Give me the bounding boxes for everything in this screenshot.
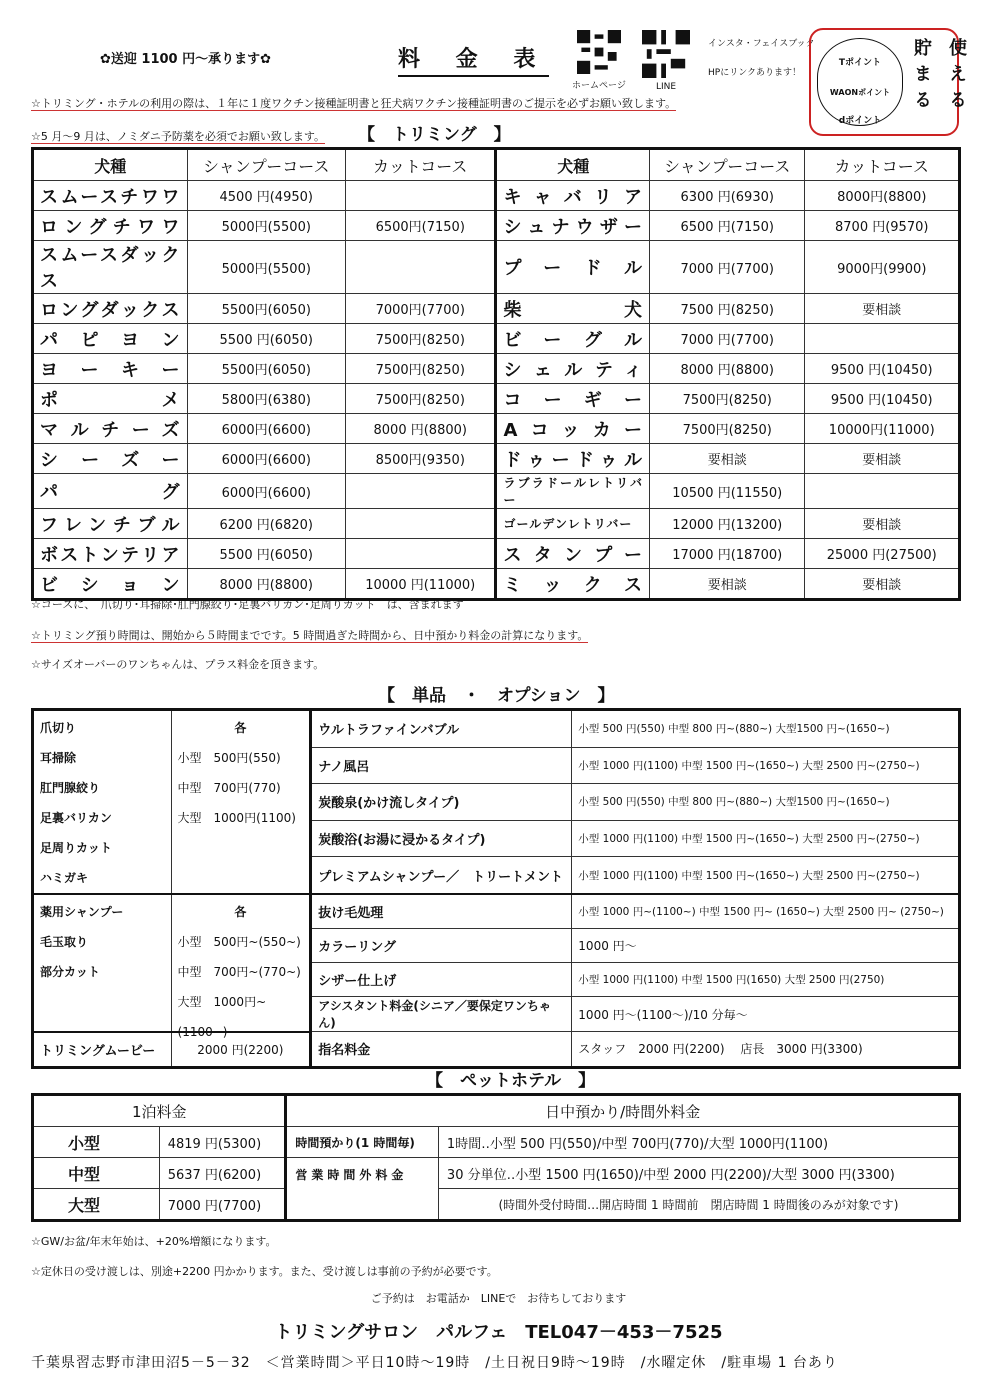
list-item: 足裏バリカン: [40, 811, 112, 825]
shampoo-price: 5000円(5500): [187, 241, 346, 294]
option-price: 小型 1000 円(1100) 中型 1500 円~(1650~) 大型 2500 円~(2750~): [572, 857, 960, 894]
breed-name: マルチーズ: [33, 414, 188, 444]
breed-name: スムースダックス: [33, 241, 188, 294]
cut-price: 要相談: [805, 444, 960, 474]
shampoo-price: 7000 円(7700): [649, 241, 805, 294]
qr-code-icon: [577, 30, 621, 74]
breed-name: ロングダックス: [33, 294, 188, 324]
option-price: 小型 500 円(550) 中型 800 円~(880~) 大型1500 円~(1650~): [572, 784, 960, 821]
cut-price: [346, 241, 496, 294]
cut-price: [346, 539, 496, 569]
cut-price: 7500円(8250): [346, 324, 496, 354]
size-price: 大型 1000円(1100): [177, 811, 296, 825]
trimming-heading: 【 トリミング 】: [358, 125, 511, 145]
column-header: 1泊料金: [33, 1095, 286, 1127]
shampoo-price: 5500円(6050): [187, 294, 346, 324]
table-row: [33, 181, 960, 211]
table-header-row: [33, 149, 960, 181]
option-name: アシスタント料金(シニア／要保定ワンちゃん): [311, 997, 572, 1032]
shampoo-price: 6000円(6600): [187, 444, 346, 474]
option-name: 炭酸泉(かけ流しタイプ): [311, 784, 572, 821]
list-item: ハミガキ: [40, 871, 89, 885]
point-item: Tポイント: [838, 58, 882, 68]
shampoo-price: 12000 円(13200): [649, 509, 805, 539]
column-header: 日中預かり/時間外料金: [286, 1095, 960, 1127]
pickup-notice: ✿送迎 1100 円～承ります✿: [100, 52, 272, 67]
cut-price: 6500円(7150): [346, 211, 496, 241]
shampoo-price: 6000円(6600): [187, 414, 346, 444]
cut-price: 7500円(8250): [346, 354, 496, 384]
shampoo-price: 6300 円(6930): [649, 181, 805, 211]
breed-name: フレンチブル: [33, 509, 188, 539]
option-name: 抜け毛処理: [311, 894, 572, 929]
daycare-price: 1時間‥小型 500 円(550)/中型 700円(770)/大型 1000円(1100): [438, 1127, 959, 1158]
shampoo-price: 7500 円(8250): [649, 294, 805, 324]
option-name: ナノ風呂: [311, 747, 572, 784]
table-row: [33, 384, 960, 414]
cut-price: 8700 円(9570): [805, 211, 960, 241]
breed-name: ラブラドールレトリバー: [496, 474, 649, 509]
column-header: 犬種: [496, 149, 649, 181]
list-item: 足周りカット: [40, 841, 112, 855]
cut-price: [346, 181, 496, 211]
list-item: 毛玉取り: [40, 935, 89, 949]
hotel-price: 4819 円(5300): [159, 1127, 286, 1158]
table-row: [33, 444, 960, 474]
shampoo-price: 5500 円(6050): [187, 539, 346, 569]
cut-price: [805, 324, 960, 354]
each-label: 各: [234, 905, 247, 919]
sns-note: [708, 30, 815, 88]
column-header: シャンプーコース: [187, 149, 346, 181]
care-items: [33, 894, 172, 1032]
qr-line[interactable]: [640, 30, 692, 92]
hotel-size: 小型: [33, 1127, 160, 1158]
cut-price: [346, 509, 496, 539]
breed-name: ゴールデンレトリバー: [496, 509, 649, 539]
shampoo-price: 要相談: [649, 444, 805, 474]
list-item: 爪切り: [40, 721, 77, 735]
cut-price: 要相談: [805, 569, 960, 600]
column-header: シャンプーコース: [649, 149, 805, 181]
breed-name: スムースチワワ: [33, 181, 188, 211]
table-row: [33, 474, 960, 509]
list-item: 部分カット: [40, 965, 100, 979]
page-title: 料 金 表: [398, 42, 549, 77]
sns-line: HPにリンクあります！: [708, 68, 802, 78]
qr-home[interactable]: [572, 30, 626, 91]
shampoo-price: 5500円(6050): [187, 354, 346, 384]
qr-line-caption: LINE: [655, 82, 677, 92]
breed-name: ヨーキー: [33, 354, 188, 384]
points-usage: [907, 38, 971, 116]
breed-name: ドゥードゥル: [496, 444, 649, 474]
daycare-label: 時間預かり(1 時間毎): [286, 1127, 439, 1158]
shampoo-price: 5500 円(6050): [187, 324, 346, 354]
qr-code-icon: [640, 30, 692, 78]
point-item: dポイント: [838, 116, 882, 126]
time-note: ☆トリミング預り時間は、開始から５時間までです。5 時間過ぎた時間から、日中預かり料金の計算になります。: [31, 629, 589, 642]
shampoo-price: 8000 円(8800): [187, 569, 346, 600]
hotel-heading: 【 ペットホテル 】: [426, 1071, 596, 1091]
column-header: カットコース: [805, 149, 960, 181]
cut-price: 8500円(9350): [346, 444, 496, 474]
cut-price: 8000円(8800): [805, 181, 960, 211]
option-name: シザー仕上げ: [311, 963, 572, 997]
size-price: 中型 700円~(770~): [177, 965, 301, 979]
shampoo-price: 4500 円(4950): [187, 181, 346, 211]
shampoo-price: 8000 円(8800): [649, 354, 805, 384]
table-header-row: [33, 1095, 960, 1127]
cut-price: 10000円(11000): [805, 414, 960, 444]
flea-note: ☆5 月～9 月は、ノミダニ予防薬を必須でお願い致します。: [31, 130, 325, 143]
option-price: 1000 円～(1100～)/10 分毎～: [572, 997, 960, 1032]
options-heading: 【 単品 ・ オプション 】: [378, 686, 615, 706]
overtime-note: (時間外受付時間…開店時間 1 時間前 閉店時間 1 時間後のみが対象です): [438, 1189, 959, 1221]
each-label: 各: [234, 721, 247, 735]
option-price: 小型 1000 円~(1100~) 中型 1500 円~ (1650~) 大型 2500 円~ (2750~): [572, 894, 960, 929]
breed-name: Aコッカー: [496, 414, 649, 444]
table-row: [33, 414, 960, 444]
table-row: [33, 1127, 960, 1158]
option-name: 炭酸浴(お湯に浸かるタイプ): [311, 820, 572, 857]
option-price: スタッフ 2000 円(2200) 店長 3000 円(3300): [572, 1032, 960, 1068]
size-price: 大型 1000円~(1100~): [177, 995, 267, 1039]
care-prices: [171, 894, 311, 1039]
table-row: [33, 241, 960, 294]
qr-home-caption: ホームページ: [572, 81, 626, 91]
table-row: [33, 509, 960, 539]
cut-price: 10000 円(11000): [346, 569, 496, 600]
overtime-price: 30 分単位‥小型 1500 円(1650)/中型 2000 円(2200)/大型 3000 円(3300): [438, 1158, 959, 1189]
table-row: [33, 211, 960, 241]
cut-price: 25000 円(27500): [805, 539, 960, 569]
shampoo-price: 6200 円(6820): [187, 509, 346, 539]
cut-price: 要相談: [805, 294, 960, 324]
breed-name: プードル: [496, 241, 649, 294]
table-row: [33, 1158, 960, 1189]
reservation-note: ご予約は お電話か LINEで お待ちしております: [370, 1292, 627, 1305]
shampoo-price: 7500円(8250): [649, 384, 805, 414]
cut-price: 9500 円(10450): [805, 384, 960, 414]
vaccine-note: ☆トリミング・ホテルの利用の際は、１年に１度ワクチン接種証明書と狂犬病ワクチン接種証明書のご提示を必ずお願い致します。: [31, 97, 677, 110]
options-table: [31, 708, 961, 1069]
breed-name: シュナウザー: [496, 211, 649, 241]
trimming-table: [31, 147, 961, 601]
cut-price: 9000円(9900): [805, 241, 960, 294]
hotel-price: 5637 円(6200): [159, 1158, 286, 1189]
points-list: [817, 38, 903, 126]
shop-address: 千葉県習志野市津田沼5－5－32 ＜営業時間＞平日10時～19時 /土日祝日9時～19時 /水曜定休 /駐車場 1 台あり: [31, 1355, 838, 1371]
list-item: 薬用シャンプー: [40, 905, 124, 919]
cut-price: [346, 474, 496, 509]
option-name: 指名料金: [311, 1032, 572, 1068]
option-price: 1000 円～: [572, 929, 960, 963]
overtime-label: 営業時間外料金: [286, 1158, 439, 1221]
shampoo-price: 17000 円(18700): [649, 539, 805, 569]
course-note: ☆コースに、 爪切り･耳掃除･肛門腺絞り･足裏バリカン･足周りカット は、含まれます: [31, 598, 464, 611]
shampoo-price: 要相談: [649, 569, 805, 600]
shampoo-price: 6500 円(7150): [649, 211, 805, 241]
breed-name: ボストンテリア: [33, 539, 188, 569]
option-name: カラーリング: [311, 929, 572, 963]
list-item: 肛門腺絞り: [40, 781, 101, 795]
option-price: 小型 1000 円(1100) 中型 1500 円~(1650~) 大型 2500 円~(2750~): [572, 820, 960, 857]
table-row: [33, 324, 960, 354]
breed-name: ミックス: [496, 569, 649, 600]
shampoo-price: 7500円(8250): [649, 414, 805, 444]
breed-name: キャバリア: [496, 181, 649, 211]
cut-price: 9500 円(10450): [805, 354, 960, 384]
size-note: ☆サイズオーバーのワンちゃんは、プラス料金を頂きます。: [31, 658, 325, 671]
cut-price: 7500円(8250): [346, 384, 496, 414]
breed-name: 柴犬: [496, 294, 649, 324]
breed-name: ビーグル: [496, 324, 649, 354]
option-price: 小型 500 円(550) 中型 800 円~(880~) 大型1500 円~(1650~): [572, 710, 960, 748]
breed-name: ロングチワワ: [33, 211, 188, 241]
breed-name: パピヨン: [33, 324, 188, 354]
breed-name: パグ: [33, 474, 188, 509]
hotel-size: 中型: [33, 1158, 160, 1189]
movie-label: トリミングムービー: [33, 1032, 172, 1068]
basic-items: [33, 710, 172, 895]
option-price: 小型 1000 円(1100) 中型 1500 円~(1650~) 大型 2500 円~(2750~): [572, 747, 960, 784]
table-row: [33, 539, 960, 569]
shampoo-price: 5800円(6380): [187, 384, 346, 414]
point-item: WAONポイント: [829, 88, 891, 97]
shampoo-price: 6000円(6600): [187, 474, 346, 509]
breed-name: スタンプー: [496, 539, 649, 569]
list-item: 耳掃除: [40, 751, 77, 765]
use-chars: 使える: [946, 38, 967, 116]
breed-name: ポメ: [33, 384, 188, 414]
holiday-note: ☆GW/お盆/年末年始は、+20%増額になります。: [31, 1235, 277, 1248]
save-chars: 貯まる: [911, 38, 932, 116]
table-row: [33, 569, 960, 600]
shop-name-tel: トリミングサロン パルフェ TEL047－453－7525: [274, 1322, 723, 1343]
option-price: 小型 1000 円(1100) 中型 1500 円(1650) 大型 2500 円(2750): [572, 963, 960, 997]
shampoo-price: 10500 円(11550): [649, 474, 805, 509]
shampoo-price: 7000 円(7700): [649, 324, 805, 354]
option-name: ウルトラファインバブル: [311, 710, 572, 748]
breed-name: シェルティ: [496, 354, 649, 384]
size-price: 小型 500円(550): [177, 751, 281, 765]
option-name: プレミアムシャンプー／ トリートメント: [311, 857, 572, 894]
breed-name: ビション: [33, 569, 188, 600]
size-price: 中型 700円(770): [177, 781, 281, 795]
table-row: [33, 354, 960, 384]
hotel-table: [31, 1093, 961, 1222]
points-box: [809, 28, 967, 136]
column-header: カットコース: [346, 149, 496, 181]
table-row: [33, 294, 960, 324]
basic-prices: [171, 710, 311, 895]
sns-line: インスタ・フェイスブック: [708, 39, 815, 49]
cut-price: 7000円(7700): [346, 294, 496, 324]
column-header: 犬種: [33, 149, 188, 181]
breed-name: シーズー: [33, 444, 188, 474]
hotel-price: 7000 円(7700): [159, 1189, 286, 1221]
hotel-size: 大型: [33, 1189, 160, 1221]
cut-price: [805, 474, 960, 509]
movie-price: 2000 円(2200): [171, 1032, 311, 1068]
cut-price: 要相談: [805, 509, 960, 539]
shampoo-price: 5000円(5500): [187, 211, 346, 241]
closed-day-note: ☆定休日の受け渡しは、別途+2200 円かかります。また、受け渡しは事前の予約が必要です。: [31, 1265, 498, 1278]
cut-price: 8000 円(8800): [346, 414, 496, 444]
table-row: [33, 1189, 960, 1221]
breed-name: コーギー: [496, 384, 649, 414]
size-price: 小型 500円~(550~): [177, 935, 301, 949]
